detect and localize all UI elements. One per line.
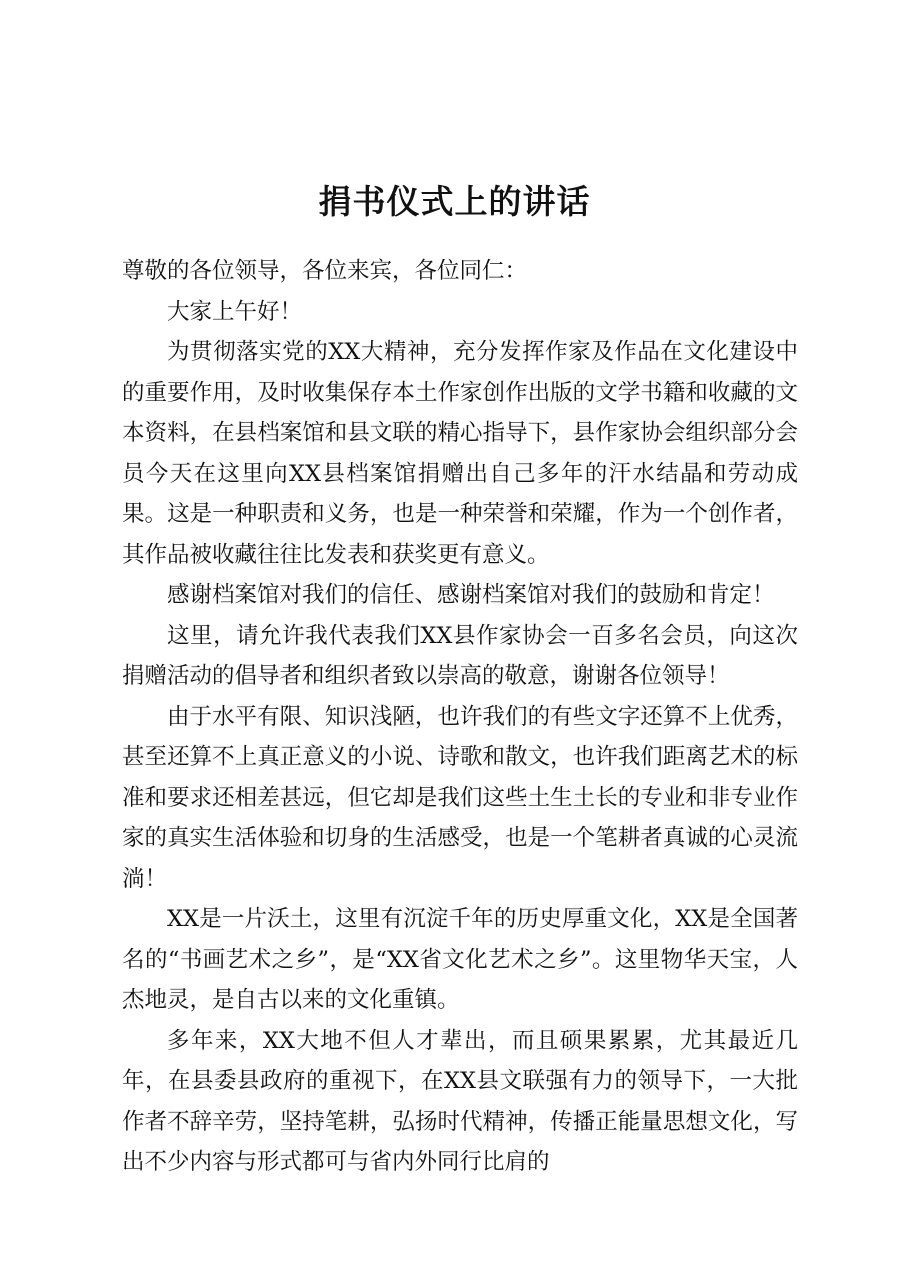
body-paragraph: 感谢档案馆对我们的信任、感谢档案馆对我们的鼓励和肯定！ [167,582,775,608]
document-title: 捐书仪式上的讲话 [318,182,591,222]
document-body [122,251,798,1183]
body-paragraph: 由于水平有限、知识浅陋，也许我们的有些文字还算不上优秀，甚至还算不上真正意义的小说、诗歌和散文，也许我们距离艺术的标准和要求还相差甚远，但它却是我们这些土生土长的专业和非专业作家的真实生活体验和切身的生活感受，也是一个笔耕者真诚的心灵流淌！ [122,703,798,892]
salutation-paragraph: 尊敬的各位领导，各位来宾，各位同仁： [122,258,528,284]
body-paragraph: XX是一片沃土，这里有沉淀千年的历史厚重文化，XX是全国著名的“书画艺术之乡”，是“XX省文化艺术之乡”。这里物华天宝，人杰地灵，是自古以来的文化重镇。 [122,906,798,1013]
body-paragraph: 这里，请允许我代表我们XX县作家协会一百多名会员，向这次捐赠活动的倡导者和组织者致以崇高的敬意，谢谢各位领导！ [122,622,798,689]
body-paragraph: 多年来，XX大地不但人才辈出，而且硕果累累，尤其最近几年，在县委县政府的重视下，在XX县文联强有力的领导下，一大批作者不辞辛劳，坚持笔耕，弘扬时代精神，传播正能量思想文化，写出不少内容与形式都可与省内外同行比肩的 [122,1027,798,1175]
body-paragraph: 为贯彻落实党的XX大精神，充分发挥作家及作品在文化建设中的重要作用，及时收集保存本土作家创作出版的文学书籍和收藏的文本资料，在县档案馆和县文联的精心指导下，县作家协会组织部分会员今天在这里向XX县档案馆捐赠出自己多年的汗水结晶和劳动成果。这是一种职责和义务，也是一种荣誉和荣耀，作为一个创作者，其作品被收藏往往比发表和获奖更有意义。 [122,339,798,568]
greeting-paragraph: 大家上午好！ [167,298,303,325]
